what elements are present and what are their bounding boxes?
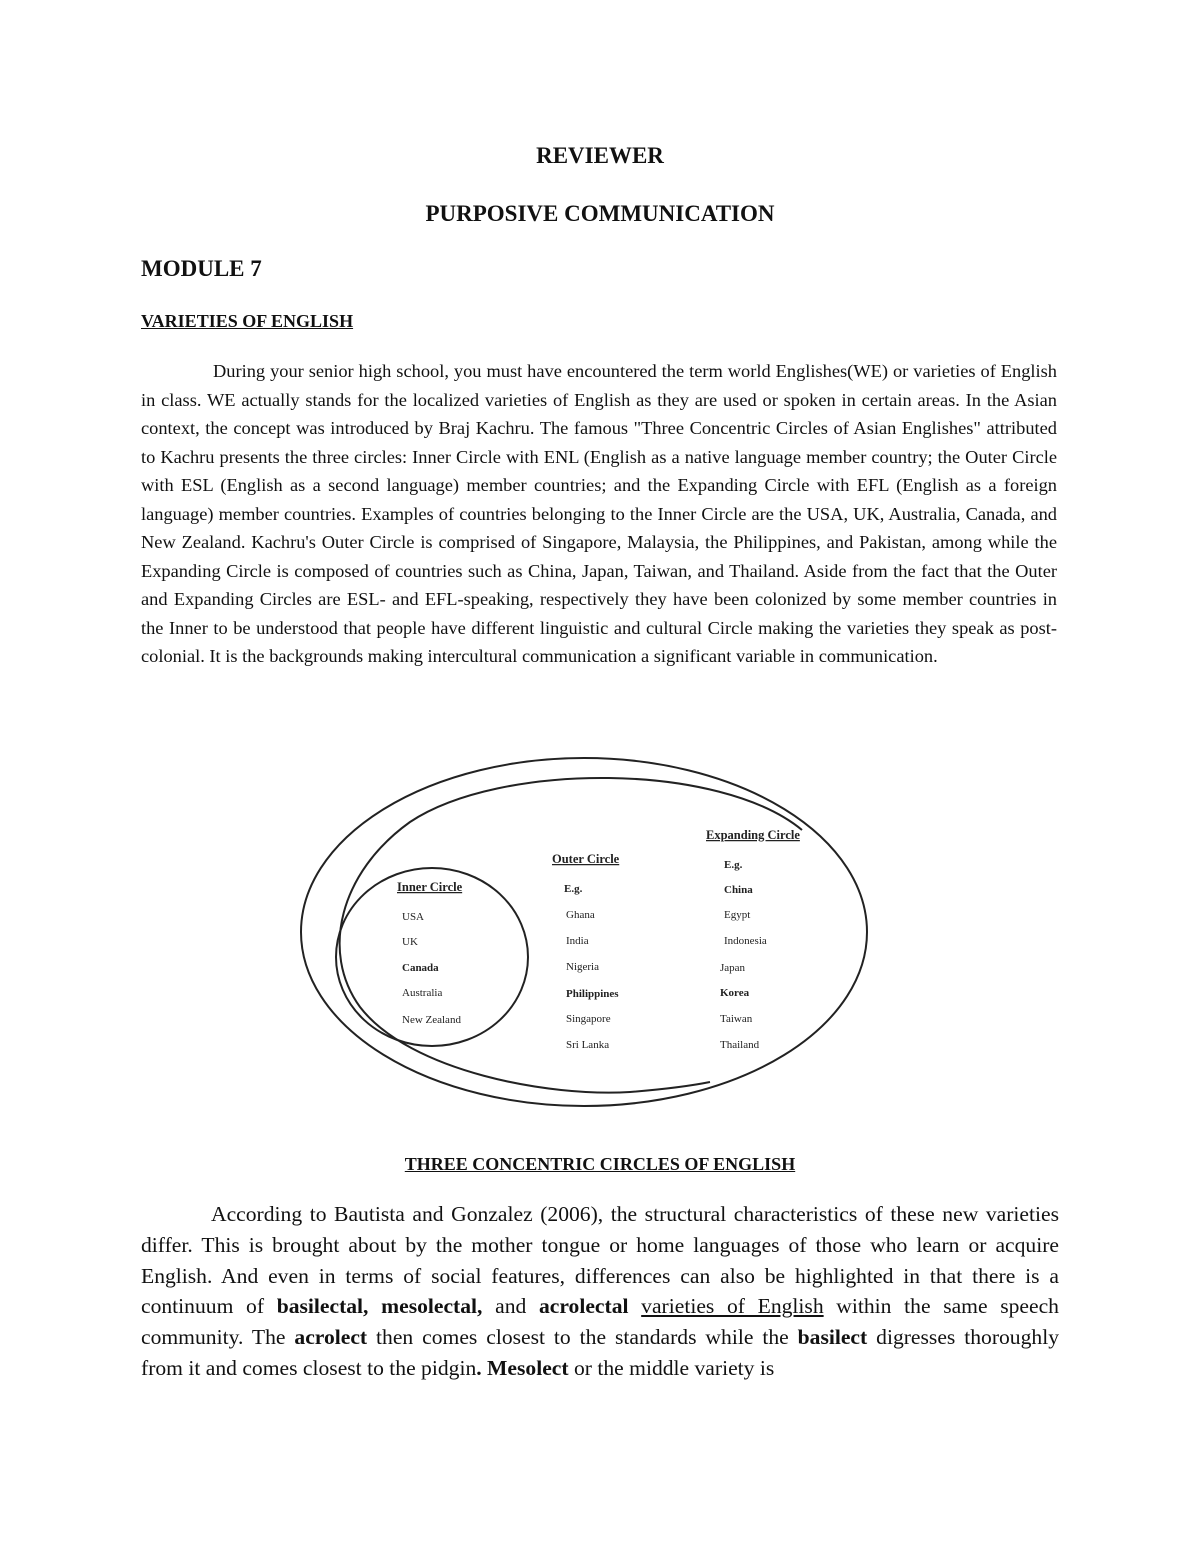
text-run: digresses thoroughly from it and comes closest to the pidgin bbox=[141, 1325, 1059, 1380]
expanding-circle-shape bbox=[301, 758, 867, 1106]
expanding-item: Egypt bbox=[724, 909, 751, 921]
term-basilectal-mesolectal: basilectal, mesolectal, bbox=[276, 1294, 483, 1319]
outer-circle-heading: Outer Circle bbox=[552, 852, 620, 866]
text-run: and bbox=[482, 1294, 539, 1319]
outer-item: Ghana bbox=[566, 909, 595, 921]
outer-item: Singapore bbox=[566, 1013, 611, 1025]
text-run: then comes closest to the standards while the bbox=[367, 1325, 798, 1350]
term-acrolectal: acrolectal bbox=[538, 1294, 629, 1319]
outer-item: Nigeria bbox=[566, 961, 599, 973]
varieties-paragraph bbox=[141, 1199, 1059, 1384]
outer-item: India bbox=[566, 935, 589, 947]
text-run: According to Bautista and Gonzalez (2006), the structural characteristics of these new varieties differ. This is brought about by the mother tongue or home languages of those who learn or acquire English. And even in terms of social features, differences can also be highlighted in that there is a continuum of bbox=[141, 1202, 1059, 1319]
outer-item: Sri Lanka bbox=[566, 1039, 610, 1051]
concentric-circles-diagram bbox=[300, 752, 880, 1122]
expanding-item: Indonesia bbox=[724, 935, 767, 947]
expanding-item: Taiwan bbox=[720, 1013, 753, 1025]
inner-circle-heading: Inner Circle bbox=[397, 880, 463, 894]
intro-paragraph: During your senior high school, you must have encountered the term world Englishes(WE) or varieties of English in class. WE actually stands for the localized varieties of English as they are used or spoken in certain areas. In the Asian context, the concept was introduced by Braj Kachru. The famous "Three Concentric Circles of Asian Englishes" attributed to Kachru presents the three circles: Inner Circle with ENL (English as a native language member country; the Outer Circle with ESL (English as a second language) member countries; and the Expanding Circle with EFL (English as a foreign language) member countries. Examples of countries belonging to the Inner Circle are the USA, UK, Australia, Canada, and New Zealand. Kachru's Outer Circle is comprised of Singapore, Malaysia, the Philippines, and Pakistan, among while the Expanding Circle is composed of countries such as China, Japan, Taiwan, and Thailand. Aside from the fact that the Outer and Expanding Circles are ESL- and EFL-speaking, respectively they have been colonized by some member countries in the Inner to be understood that people have different linguistic and cultural Circle making the varieties they speak as post-colonial. It is the backgrounds making intercultural communication a significant variable in communication. bbox=[141, 361, 1057, 666]
diagram-caption: THREE CONCENTRIC CIRCLES OF ENGLISH bbox=[404, 1154, 796, 1174]
expanding-eg: E.g. bbox=[724, 859, 743, 871]
inner-item: Canada bbox=[402, 962, 439, 974]
text-run: or the middle variety is bbox=[568, 1355, 775, 1380]
expanding-circle-heading: Expanding Circle bbox=[706, 828, 800, 842]
term-basilect: basilect bbox=[797, 1325, 868, 1350]
inner-item: Australia bbox=[402, 987, 443, 999]
expanding-item: Korea bbox=[720, 987, 750, 999]
section-heading: VARIETIES OF ENGLISH bbox=[141, 311, 354, 331]
varieties-of-english-underline: varieties of English bbox=[641, 1294, 824, 1319]
document-title: REVIEWER bbox=[536, 143, 664, 168]
inner-item: New Zealand bbox=[402, 1014, 461, 1026]
text-run: within the same speech community. The bbox=[141, 1294, 1059, 1350]
term-acrolect: acrolect bbox=[294, 1325, 368, 1350]
expanding-item: Thailand bbox=[720, 1039, 760, 1051]
inner-item: USA bbox=[402, 911, 425, 923]
inner-item: UK bbox=[402, 936, 418, 948]
text-run bbox=[629, 1294, 642, 1318]
term-mesolect: . Mesolect bbox=[476, 1355, 569, 1380]
outer-eg: E.g. bbox=[564, 883, 583, 895]
expanding-item: Japan bbox=[720, 962, 746, 974]
module-heading: MODULE 7 bbox=[141, 256, 262, 281]
document-subtitle: PURPOSIVE COMMUNICATION bbox=[425, 201, 775, 226]
outer-item: Philippines bbox=[566, 988, 619, 1000]
expanding-item: China bbox=[724, 884, 753, 896]
